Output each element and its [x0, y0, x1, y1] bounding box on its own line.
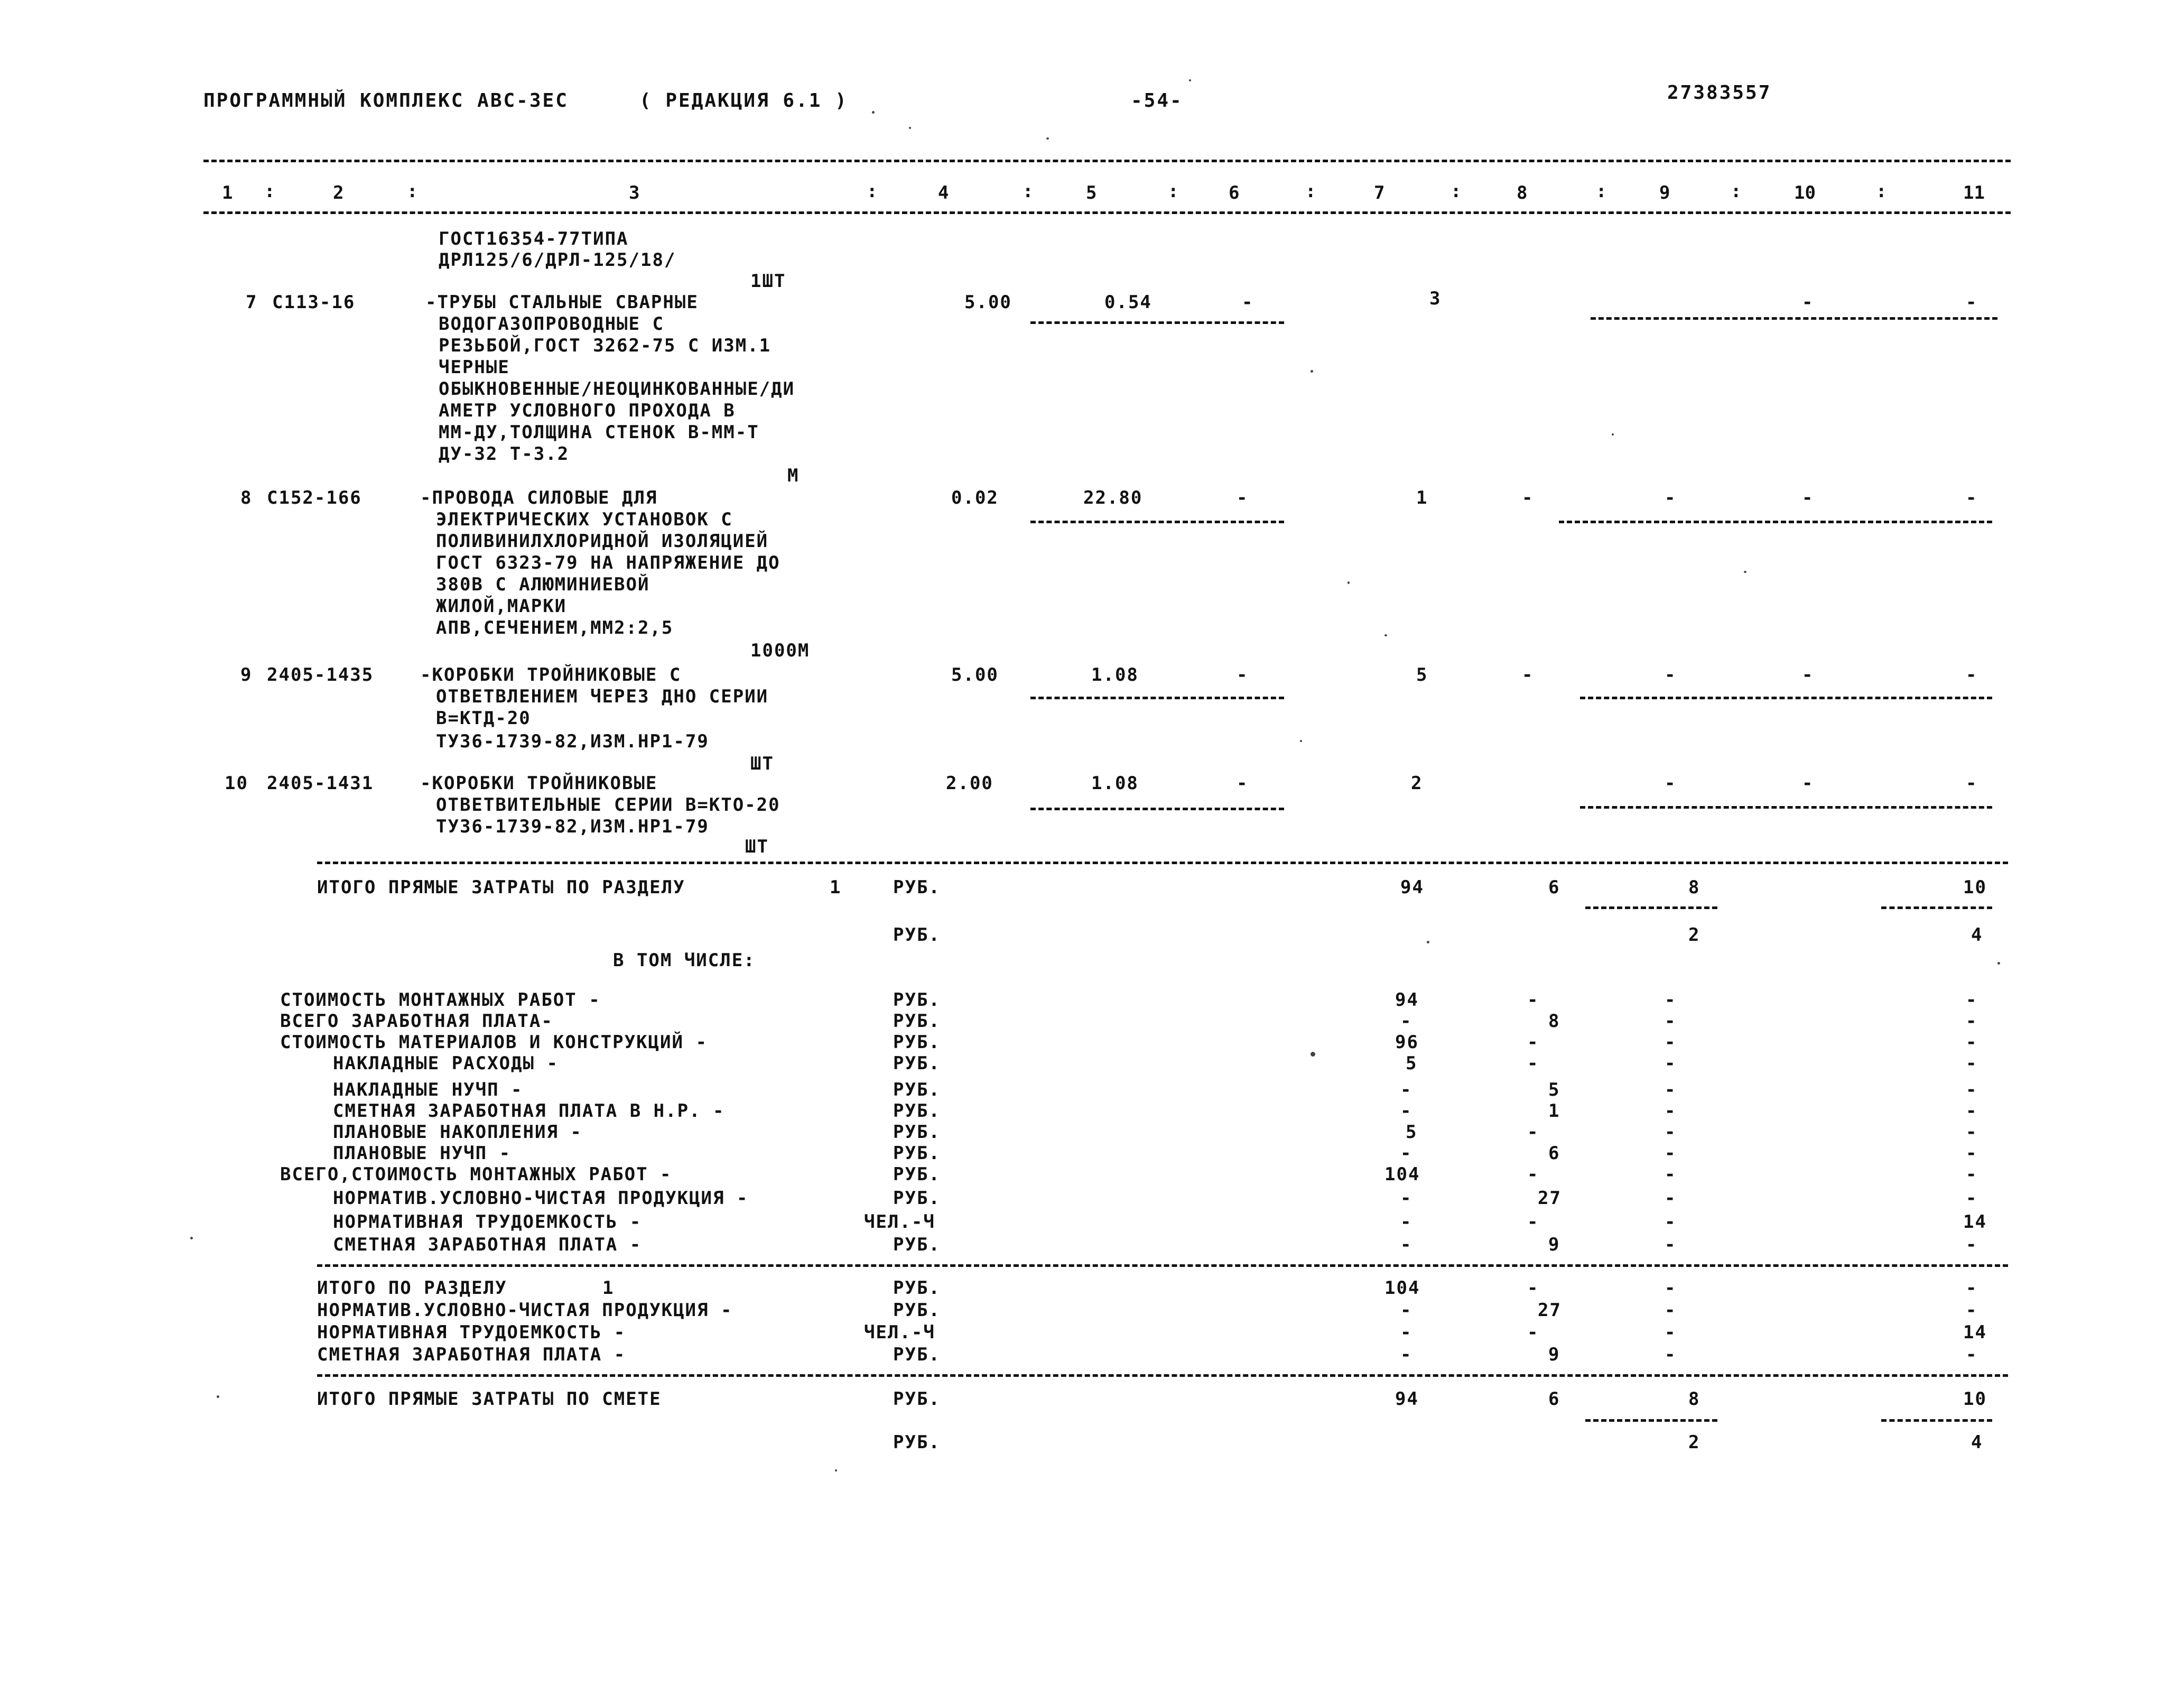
section-total-col11: 14: [1963, 1322, 1987, 1343]
item-number: 8: [240, 487, 253, 508]
section-rule: [317, 1264, 2008, 1267]
item-desc-line: В=КТД-20: [436, 708, 531, 729]
col-separator: :: [1596, 181, 1608, 202]
empty-cell-dash: -: [1665, 1143, 1677, 1164]
col-header-8: 8: [1517, 182, 1528, 203]
section-total-number: 1: [602, 1277, 615, 1299]
empty-cell-dash: -: [1966, 292, 1978, 313]
breakdown-unit: РУБ.: [893, 1032, 941, 1053]
breakdown-label: СМЕТНАЯ ЗАРАБОТНАЯ ПЛАТА -: [333, 1234, 642, 1255]
section-direct-col11: 10: [1963, 877, 1987, 898]
empty-cell-dash: -: [1527, 989, 1539, 1011]
breakdown-label: ВСЕГО,СТОИМОСТЬ МОНТАЖНЫХ РАБОТ -: [280, 1164, 672, 1185]
empty-cell-dash: -: [1966, 1277, 1978, 1299]
section-direct-unit2: РУБ.: [893, 924, 941, 946]
breakdown-col7: 5: [1406, 1122, 1418, 1143]
item-desc-line: ТУ36-1739-82,ИЗМ.НР1-79: [436, 731, 709, 752]
breakdown-col7: 96: [1395, 1032, 1419, 1053]
empty-cell-dash: -: [1400, 1143, 1412, 1164]
breakdown-label: СТОИМОСТЬ МАТЕРИАЛОВ И КОНСТРУКЦИЙ -: [280, 1032, 708, 1053]
item-desc-line: -КОРОБКИ ТРОЙНИКОВЫЕ: [420, 773, 658, 794]
section-direct-col11b: 4: [1971, 924, 1983, 946]
section-direct-underline: [1881, 906, 1992, 909]
empty-cell-dash: -: [1966, 1011, 1978, 1032]
item-desc-line: ВОДОГАЗОПРОВОДНЫЕ С: [439, 313, 664, 335]
empty-cell-dash: -: [1400, 1100, 1412, 1122]
empty-cell-dash: -: [1966, 1344, 1978, 1365]
item-col7: 3: [1429, 288, 1442, 309]
item-unit: ШТ: [745, 836, 769, 857]
scan-speckle: [835, 1469, 837, 1471]
item-col7: 1: [1416, 487, 1428, 508]
empty-cell-dash: -: [1802, 292, 1814, 313]
empty-cell-dash: -: [1966, 1164, 1978, 1185]
breakdown-unit: РУБ.: [893, 1100, 941, 1122]
empty-cell-dash: -: [1966, 773, 1978, 794]
empty-cell-dash: -: [1527, 1211, 1539, 1233]
empty-cell-dash: -: [1665, 1079, 1677, 1100]
estimate-direct-col9: 8: [1688, 1388, 1700, 1410]
breakdown-unit: РУБ.: [893, 1143, 941, 1164]
empty-cell-dash: -: [1400, 1322, 1412, 1343]
empty-cell-dash: -: [1242, 292, 1254, 313]
scan-speckle: [217, 1395, 219, 1398]
breakdown-col7: 5: [1406, 1053, 1418, 1074]
estimate-direct-col7: 94: [1395, 1388, 1419, 1410]
item-unit: ШТ: [750, 753, 774, 774]
empty-cell-dash: -: [1966, 1143, 1978, 1164]
item-desc-line: -ПРОВОДА СИЛОВЫЕ ДЛЯ: [420, 487, 658, 508]
empty-cell-dash: -: [1665, 664, 1677, 686]
empty-cell-dash: -: [1665, 1164, 1677, 1185]
col-header-7: 7: [1374, 182, 1385, 203]
breakdown-col7: 94: [1395, 989, 1419, 1011]
empty-cell-dash: -: [1527, 1032, 1539, 1053]
empty-cell-dash: -: [1966, 1053, 1978, 1074]
breakdown-unit: РУБ.: [893, 1234, 941, 1255]
empty-cell-dash: -: [1665, 1300, 1677, 1321]
scan-speckle: [1744, 571, 1746, 573]
item-number: 9: [240, 664, 253, 686]
scan-speckle: [1347, 581, 1350, 584]
empty-cell-dash: -: [1665, 1032, 1677, 1053]
col-header-2: 2: [333, 182, 344, 203]
empty-cell-dash: -: [1665, 1011, 1677, 1032]
item-desc-line: ГОСТ 6323-79 НА НАПРЯЖЕНИЕ ДО: [436, 552, 780, 573]
section-total-unit: РУБ.: [893, 1344, 941, 1365]
empty-cell-dash: -: [1665, 1188, 1677, 1209]
section-total-label: НОРМАТИВНАЯ ТРУДОЕМКОСТЬ -: [317, 1322, 626, 1343]
empty-cell-dash: -: [1966, 1122, 1978, 1143]
page-number: -54-: [1131, 90, 1183, 112]
breakdown-label: ПЛАНОВЫЕ НАКОПЛЕНИЯ -: [333, 1122, 582, 1143]
breakdown-col8: 9: [1548, 1234, 1560, 1255]
empty-cell-dash: -: [1966, 1079, 1978, 1100]
estimate-direct-underline: [1881, 1419, 1992, 1422]
section-direct-col9b: 2: [1688, 924, 1700, 946]
empty-cell-dash: -: [1966, 487, 1978, 508]
item-col7: 5: [1416, 664, 1428, 686]
item-desc-line: ЧЕРНЫЕ: [439, 357, 510, 378]
col-header-10: 10: [1794, 182, 1816, 203]
item-unit-price: 22.80: [1083, 487, 1143, 508]
section-direct-col7: 94: [1400, 877, 1424, 898]
scan-speckle: [1300, 740, 1302, 742]
estimate-direct-col9b: 2: [1688, 1432, 1700, 1453]
col-separator: :: [1168, 181, 1180, 202]
empty-cell-dash: -: [1665, 1122, 1677, 1143]
col-header-6: 6: [1229, 182, 1240, 203]
empty-cell-dash: -: [1966, 1100, 1978, 1122]
empty-cell-dash: -: [1665, 989, 1677, 1011]
section-direct-number: 1: [830, 877, 842, 898]
empty-cell-dash: -: [1400, 1011, 1412, 1032]
breakdown-col8: 1: [1548, 1100, 1560, 1122]
empty-cell-dash: -: [1400, 1211, 1412, 1233]
empty-cell-dash: -: [1665, 1053, 1677, 1074]
breakdown-unit: РУБ.: [893, 1188, 941, 1209]
estimate-direct-unit2: РУБ.: [893, 1432, 941, 1453]
col-header-9: 9: [1659, 182, 1670, 203]
empty-cell-dash: -: [1400, 1079, 1412, 1100]
empty-cell-dash: -: [1400, 1344, 1412, 1365]
item-unit-price: 1.08: [1091, 664, 1139, 686]
item-unit-price: 0.54: [1104, 292, 1152, 313]
item-underline: [1580, 806, 1992, 809]
section-rule: [317, 1374, 2008, 1377]
item-desc-line: ЭЛЕКТРИЧЕСКИХ УСТАНОВОК С: [436, 509, 733, 530]
breakdown-unit: РУБ.: [893, 1122, 941, 1143]
breakdown-label: СМЕТНАЯ ЗАРАБОТНАЯ ПЛАТА В Н.Р. -: [333, 1100, 725, 1122]
breakdown-label: НОРМАТИВ.УСЛОВНО-ЧИСТАЯ ПРОДУКЦИЯ -: [333, 1188, 749, 1209]
empty-cell-dash: -: [1527, 1053, 1539, 1074]
empty-cell-dash: -: [1966, 1234, 1978, 1255]
section-direct-label: ИТОГО ПРЯМЫЕ ЗАТРАТЫ ПО РАЗДЕЛУ: [317, 877, 685, 898]
document-number: 27383557: [1667, 82, 1772, 104]
item-underline: [1030, 808, 1284, 810]
item-number: 7: [246, 292, 258, 313]
breakdown-unit: ЧЕЛ.-Ч: [864, 1211, 935, 1233]
col-separator: :: [407, 181, 419, 202]
item-desc-line: ОТВЕТВИТЕЛЬНЫЕ СЕРИИ В=КТО-20: [436, 794, 780, 816]
scan-speckle: [190, 1237, 193, 1239]
col-header-4: 4: [938, 182, 949, 203]
empty-cell-dash: -: [1665, 1234, 1677, 1255]
col-header-1: 1: [222, 182, 233, 203]
col-separator: :: [1023, 181, 1035, 202]
empty-cell-dash: -: [1400, 1188, 1412, 1209]
empty-cell-dash: -: [1527, 1322, 1539, 1343]
empty-cell-dash: -: [1400, 1300, 1412, 1321]
breakdown-label: НОРМАТИВНАЯ ТРУДОЕМКОСТЬ -: [333, 1211, 642, 1233]
item-desc-line: ДУ-32 Т-3.2: [439, 443, 570, 465]
section-total-unit: РУБ.: [893, 1277, 941, 1299]
scan-speckle: [1384, 634, 1387, 636]
empty-cell-dash: -: [1665, 1100, 1677, 1122]
scan-speckle: [1997, 962, 2000, 965]
item-unit-price: 1.08: [1091, 773, 1139, 794]
section-total-col8: 27: [1538, 1300, 1562, 1321]
section-total-label: НОРМАТИВ.УСЛОВНО-ЧИСТАЯ ПРОДУКЦИЯ -: [317, 1300, 733, 1321]
item-underline: [1559, 521, 1992, 523]
empty-cell-dash: -: [1966, 664, 1978, 686]
scan-speckle: [872, 111, 875, 114]
breakdown-label: ПЛАНОВЫЕ НУЧП -: [333, 1143, 512, 1164]
item-code: 2405-1431: [267, 773, 374, 794]
empty-cell-dash: -: [1400, 1234, 1412, 1255]
section-rule: [317, 862, 2008, 864]
item-underline: [1580, 697, 1992, 699]
section-total-col8: 9: [1548, 1344, 1560, 1365]
empty-cell-dash: -: [1665, 487, 1677, 508]
col-header-11: 11: [1963, 182, 1985, 203]
empty-cell-dash: -: [1237, 664, 1249, 686]
breakdown-label: ВСЕГО ЗАРАБОТНАЯ ПЛАТА-: [280, 1011, 553, 1032]
breakdown-col11: 14: [1963, 1211, 1987, 1233]
section-direct-col8: 6: [1548, 877, 1560, 898]
section-total-label: ИТОГО ПО РАЗДЕЛУ: [317, 1277, 507, 1299]
scan-speckle: [1046, 137, 1049, 140]
item-desc-line: ГОСТ16354-77ТИПА: [439, 228, 629, 249]
empty-cell-dash: -: [1665, 1211, 1677, 1233]
item-desc-line: АПВ,СЕЧЕНИЕМ,ММ2:2,5: [436, 617, 674, 638]
item-desc-line: ОБЫКНОВЕННЫЕ/НЕОЦИНКОВАННЫЕ/ДИ: [439, 378, 795, 400]
item-quantity: 5.00: [964, 292, 1012, 313]
col-separator: :: [264, 181, 276, 202]
col-separator: :: [867, 181, 879, 202]
item-number: 10: [225, 773, 248, 794]
section-direct-col9: 8: [1688, 877, 1700, 898]
item-code: С152-166: [267, 487, 362, 508]
estimate-direct-label: ИТОГО ПРЯМЫЕ ЗАТРАТЫ ПО СМЕТЕ: [317, 1388, 662, 1410]
empty-cell-dash: -: [1522, 487, 1534, 508]
scan-speckle: [1311, 1052, 1315, 1057]
breakdown-unit: РУБ.: [893, 989, 941, 1011]
item-unit: 1000М: [750, 640, 810, 661]
empty-cell-dash: -: [1966, 1300, 1978, 1321]
breakdown-unit: РУБ.: [893, 1053, 941, 1074]
item-col7: 2: [1411, 773, 1423, 794]
empty-cell-dash: -: [1665, 773, 1677, 794]
breakdown-unit: РУБ.: [893, 1011, 941, 1032]
item-quantity: 0.02: [951, 487, 999, 508]
section-direct-underline: [1585, 906, 1717, 909]
item-quantity: 2.00: [946, 773, 993, 794]
section-total-label: СМЕТНАЯ ЗАРАБОТНАЯ ПЛАТА -: [317, 1344, 626, 1365]
scan-speckle: [909, 127, 911, 129]
empty-cell-dash: -: [1522, 664, 1534, 686]
item-unit: М: [787, 465, 800, 486]
item-code: 2405-1435: [267, 664, 374, 686]
empty-cell-dash: -: [1665, 1322, 1677, 1343]
item-underline: [1030, 321, 1284, 324]
estimate-direct-unit: РУБ.: [893, 1388, 941, 1410]
breakdown-unit: РУБ.: [893, 1079, 941, 1100]
item-desc-line: -ТРУБЫ СТАЛЬНЫЕ СВАРНЫЕ: [425, 292, 699, 313]
breakdown-label: НАКЛАДНЫЕ НУЧП -: [333, 1079, 523, 1100]
item-desc-line: ТУ36-1739-82,ИЗМ.НР1-79: [436, 816, 709, 837]
scan-speckle: [1612, 433, 1614, 436]
empty-cell-dash: -: [1802, 773, 1814, 794]
item-underline: [1591, 317, 1997, 320]
col-header-5: 5: [1086, 182, 1097, 203]
scan-speckle: [1189, 79, 1191, 81]
item-underline: [1030, 521, 1284, 523]
empty-cell-dash: -: [1665, 1277, 1677, 1299]
item-desc-line: ОТВЕТВЛЕНИЕМ ЧЕРЕЗ ДНО СЕРИИ: [436, 686, 769, 707]
section-total-unit: РУБ.: [893, 1300, 941, 1321]
item-underline: [1030, 697, 1284, 699]
section-direct-unit: РУБ.: [893, 877, 941, 898]
item-desc-line: ПОЛИВИНИЛХЛОРИДНОЙ ИЗОЛЯЦИЕЙ: [436, 531, 769, 552]
edition-label: ( РЕДАКЦИЯ 6.1 ): [639, 90, 848, 112]
breakdown-col8: 27: [1538, 1188, 1562, 1209]
empty-cell-dash: -: [1966, 1032, 1978, 1053]
empty-cell-dash: -: [1527, 1164, 1539, 1185]
breakdown-col8: 5: [1548, 1079, 1560, 1100]
header-bottom-rule: [203, 211, 2011, 214]
col-header-3: 3: [629, 182, 640, 203]
program-title: ПРОГРАММНЫЙ КОМПЛЕКС АВС-3ЕС: [203, 90, 569, 112]
col-separator: :: [1451, 181, 1463, 202]
estimate-direct-col8: 6: [1548, 1388, 1560, 1410]
item-unit: 1ШТ: [750, 271, 786, 292]
item-desc-line: РЕЗЬБОЙ,ГОСТ 3262-75 С ИЗМ.1: [439, 335, 772, 356]
including-label: В ТОМ ЧИСЛЕ:: [613, 950, 756, 971]
item-quantity: 5.00: [951, 664, 999, 686]
section-total-unit: ЧЕЛ.-Ч: [864, 1322, 935, 1343]
item-code: С113-16: [272, 292, 356, 313]
empty-cell-dash: -: [1802, 664, 1814, 686]
scan-speckle: [1311, 370, 1313, 373]
empty-cell-dash: -: [1237, 773, 1249, 794]
item-desc-line: 380В С АЛЮМИНИЕВОЙ: [436, 574, 650, 595]
scan-speckle: [1427, 941, 1429, 943]
item-desc-line: ДРЛ125/6/ДРЛ-125/18/: [439, 249, 676, 271]
item-desc-line: АМЕТР УСЛОВНОГО ПРОХОДА В: [439, 400, 736, 421]
empty-cell-dash: -: [1237, 487, 1249, 508]
estimate-direct-col11: 10: [1963, 1388, 1987, 1410]
col-separator: :: [1876, 181, 1888, 202]
empty-cell-dash: -: [1527, 1122, 1539, 1143]
section-total-col7: 104: [1384, 1277, 1420, 1299]
col-separator: :: [1305, 181, 1317, 202]
breakdown-label: НАКЛАДНЫЕ РАСХОДЫ -: [333, 1053, 559, 1074]
empty-cell-dash: -: [1802, 487, 1814, 508]
item-desc-line: ЖИЛОЙ,МАРКИ: [436, 596, 567, 617]
breakdown-col8: 8: [1548, 1011, 1560, 1032]
breakdown-label: СТОИМОСТЬ МОНТАЖНЫХ РАБОТ -: [280, 989, 601, 1011]
breakdown-col7: 104: [1384, 1164, 1420, 1185]
breakdown-col8: 6: [1548, 1143, 1560, 1164]
estimate-direct-col11b: 4: [1971, 1432, 1983, 1453]
empty-cell-dash: -: [1966, 1188, 1978, 1209]
empty-cell-dash: -: [1665, 1344, 1677, 1365]
empty-cell-dash: -: [1966, 989, 1978, 1011]
breakdown-unit: РУБ.: [893, 1164, 941, 1185]
item-desc-line: -КОРОБКИ ТРОЙНИКОВЫЕ С: [420, 664, 682, 686]
empty-cell-dash: -: [1527, 1277, 1539, 1299]
header-top-rule: [203, 160, 2011, 162]
col-separator: :: [1731, 181, 1743, 202]
estimate-direct-underline: [1585, 1419, 1717, 1422]
item-desc-line: ММ-ДУ,ТОЛЩИНА СТЕНОК В-ММ-Т: [439, 422, 759, 443]
